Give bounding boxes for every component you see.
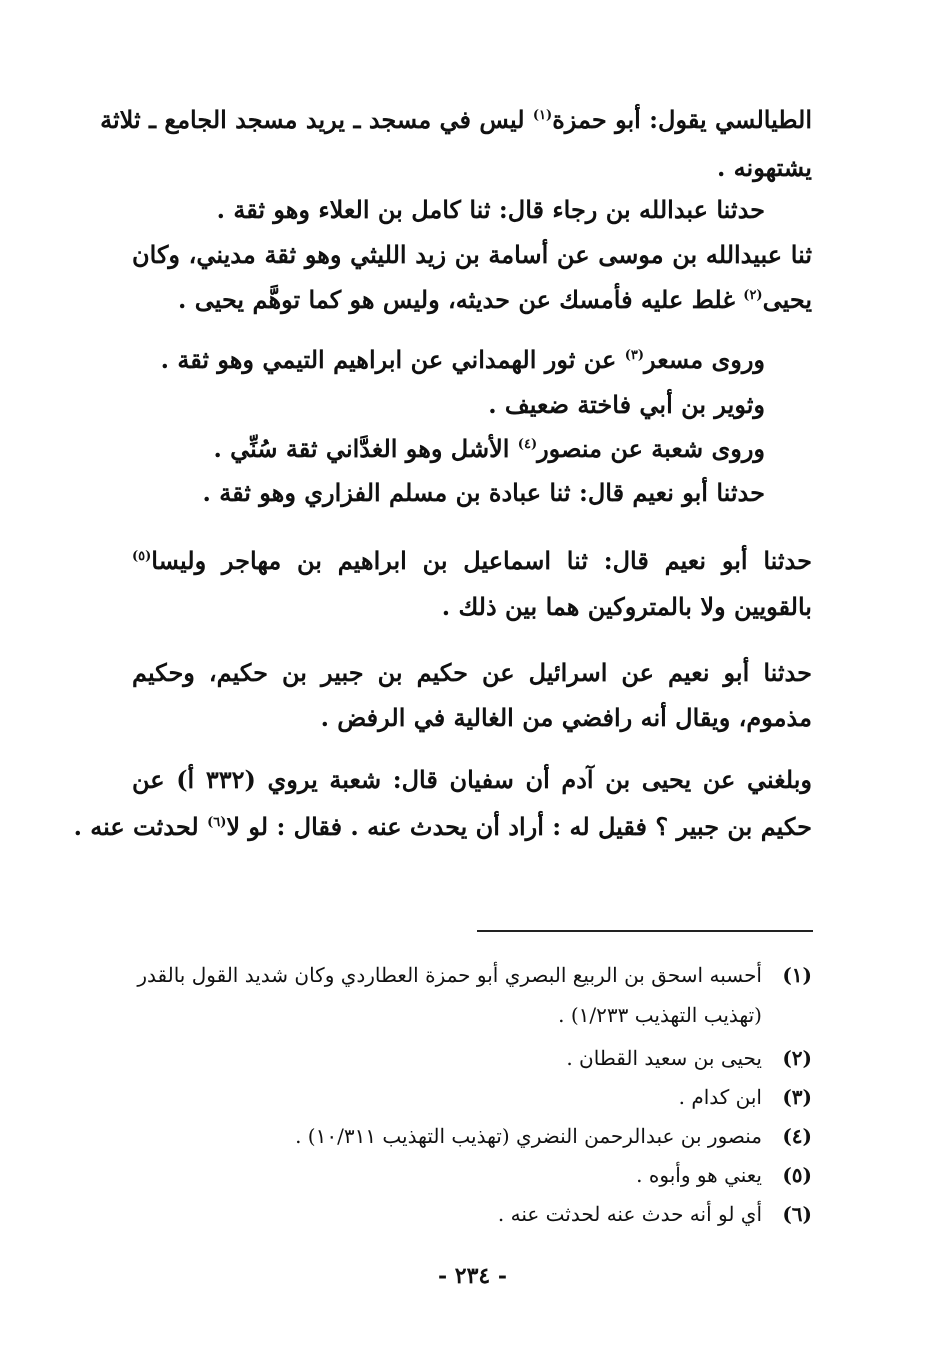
footnote-1 [137, 960, 812, 990]
footnote-text: يعني هو وأبوه . [636, 1163, 762, 1187]
footnote-number: (٥) [782, 1163, 812, 1187]
text-segment: الطيالسي يقول: أبو حمزة [552, 105, 812, 134]
footnote-text: أي لو أنه حدث عنه لحدثت عنه . [497, 1202, 762, 1226]
text-line-6 [161, 343, 765, 377]
text-line-7: وثوير بن أبي فاختة ضعيف . [488, 390, 765, 419]
footnote-5 [636, 1160, 812, 1190]
text-segment: وروى شعبة عن منصور [537, 434, 765, 463]
text-line-13: مذموم، ويقال أنه رافضي من الغالية في الرفض . [320, 703, 812, 732]
footnote-text: (تهذيب التهذيب ١/٢٣٣) . [558, 1003, 762, 1027]
footnote-marker-5: (٥) [132, 549, 152, 564]
footnote-6 [498, 1199, 812, 1229]
text-segment: يحيى [762, 285, 812, 314]
text-line-1 [100, 103, 812, 137]
footnote-text: ابن كدام . [678, 1085, 762, 1109]
text-segment: حدثنا أبو نعيم قال: ثنا اسماعيل بن ابراهيم بن مهاجر وليسا [151, 546, 812, 575]
footnote-marker-2: (٢) [743, 288, 763, 303]
text-segment: حكيم بن جبير ؟ فقيل له : أراد أن يحدث عنه . فقال : لو لا [226, 812, 812, 841]
footnote-4 [295, 1121, 812, 1151]
text-segment: غلط عليه فأمسك عن حديثه، وليس هو كما توهَّم يحيى . [177, 285, 744, 314]
text-line-10 [132, 544, 812, 578]
footnote-marker-4: (٤) [517, 437, 538, 452]
text-line-4: ثنا عبيدالله بن موسى عن أسامة بن زيد الليثي وهو ثقة مديني، وكان [132, 240, 812, 269]
footnote-marker-1: (١) [532, 108, 553, 123]
text-line-2: يشتهونه . [716, 153, 812, 182]
text-line-12: حدثنا أبو نعيم عن اسرائيل عن حكيم بن جبير بن حكيم، وحكيم [132, 658, 812, 687]
footnote-separator [477, 930, 813, 932]
text-segment: الأشل وهو الغدَّاني ثقة سُنِّي . [213, 434, 518, 463]
footnote-text: منصور بن عبدالرحمن النضري (تهذيب التهذيب ١٠/٣١١) . [295, 1124, 762, 1148]
footnote-2 [566, 1043, 812, 1073]
text-line-5 [178, 283, 812, 317]
footnote-number: (٤) [782, 1124, 812, 1148]
footnote-1-continued [558, 1000, 762, 1030]
footnote-marker-3: (٣) [624, 348, 644, 363]
page-number: - ٢٣٤ - [437, 1263, 508, 1289]
footnote-number: (٢) [782, 1046, 812, 1070]
footnote-number: (١) [782, 963, 812, 987]
text-segment: وروى مسعر [644, 345, 765, 374]
text-line-11: بالقويين ولا بالمتروكين هما بين ذلك . [441, 592, 812, 621]
footnote-text: أحسبه اسحق بن الربيع البصري أبو حمزة العطاردي وكان شديد القول بالقدر [137, 963, 762, 987]
footnote-number: (٣) [782, 1085, 812, 1109]
text-line-8 [213, 432, 765, 466]
footnote-text: يحيى بن سعيد القطان . [566, 1046, 762, 1070]
text-line-14: وبلغني عن يحيى بن آدم أن سفيان قال: شعبة يروي (٣٣٢ أ) عن [132, 765, 812, 794]
text-segment: ليس في مسجد ـ يريد مسجد الجامع ـ ثلاثة [100, 105, 533, 134]
footnote-number: (٦) [782, 1202, 812, 1226]
text-line-15 [74, 810, 812, 844]
footnote-marker-6: (٦) [207, 815, 227, 830]
footnote-3 [679, 1082, 812, 1112]
text-line-9: حدثنا أبو نعيم قال: ثنا عبادة بن مسلم الفزاري وهو ثقة . [202, 478, 765, 507]
text-segment: لحدثت عنه . [73, 812, 208, 841]
text-segment: عن ثور الهمداني عن ابراهيم التيمي وهو ثقة . [160, 345, 625, 374]
text-line-3: حدثنا عبدالله بن رجاء قال: ثنا كامل بن العلاء وهو ثقة . [216, 195, 765, 224]
